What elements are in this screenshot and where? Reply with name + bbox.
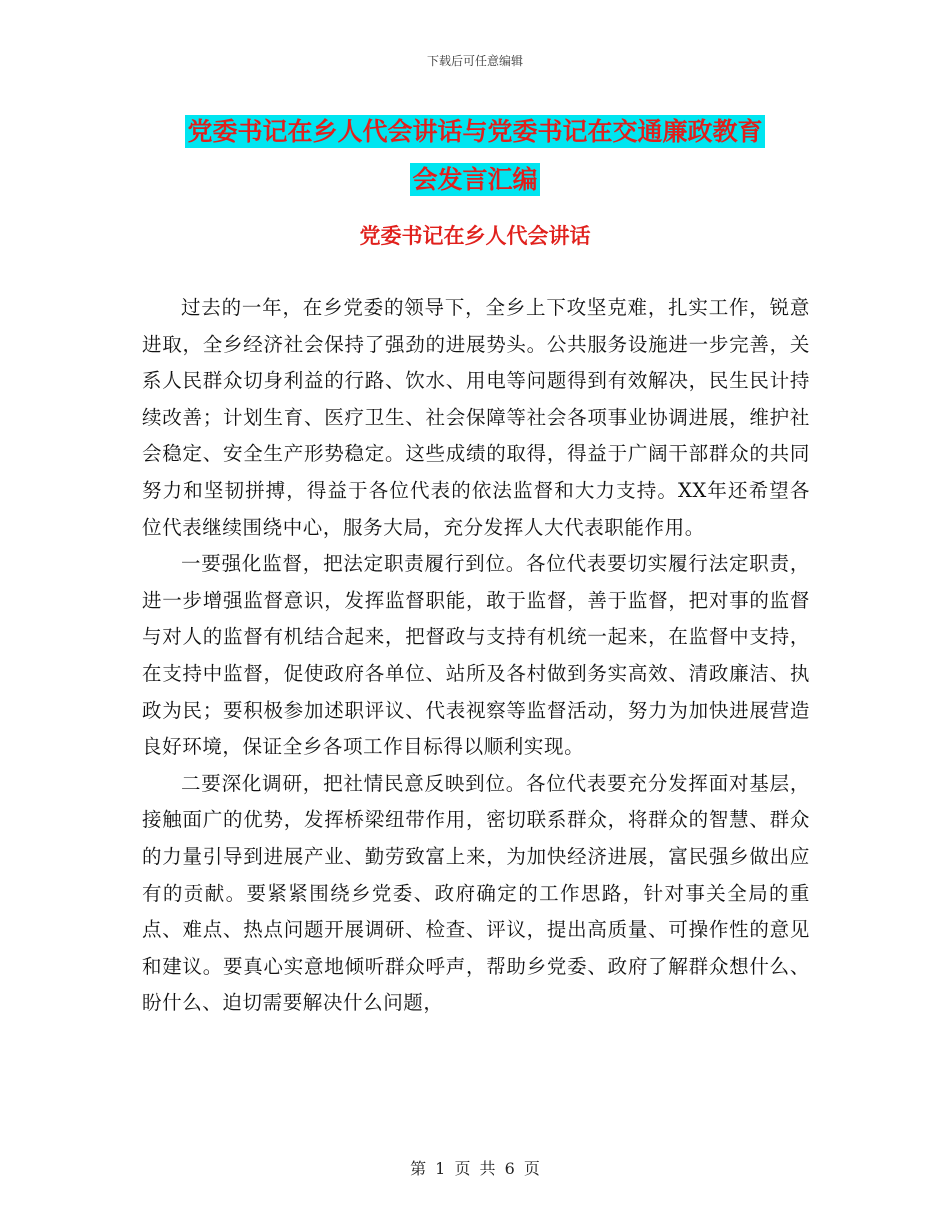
document-title-line-1: 党委书记在乡人代会讲话与党委书记在交通廉政教育 [187,117,763,146]
paragraph-1: 过去的一年，在乡党委的领导下，全乡上下攻坚克难，扎实工作，锐意进取，全乡经济社会保持了强劲的进展势头。公共服务设施进一步完善，关系人民群众切身利益的行路、饮水、用电等问题得到有效解决，民生民计持续改善；计划生育、医疗卫生、社会保障等社会各项事业协调进展，维护社会稳定、安全生产形势稳定。这些成绩的取得，得益于广阔干部群众的共同努力和坚韧拼搏，得益于各位代表的依法监督和大力支持。XX年还希望各位代表继续围绕中心，服务大局，充分发挥人大代表职能作用。 [142,296,810,539]
body-text [142,290,810,1022]
document-title-line-2: 会发言汇编 [412,165,538,194]
page-footer: 第 1 页 共 6 页 [410,1159,540,1178]
section-title: 党委书记在乡人代会讲话 [359,224,591,248]
paragraph-3: 二要深化调研，把社情民意反映到位。各位代表要充分发挥面对基层，接触面广的优势，发挥桥梁纽带作用，密切联系群众，将群众的智慧、群众的力量引导到进展产业、勤劳致富上来，为加快经济进展，富民强乡做出应有的贡献。要紧紧围绕乡党委、政府确定的工作思路，针对事关全局的重点、难点、热点问题开展调研、检查、评议，提出高质量、可操作性的意见和建议。要真心实意地倾听群众呼声，帮助乡党委、政府了解群众想什么、盼什么、迫切需要解决什么问题， [142,771,810,1015]
document-title [140,108,810,204]
paragraph-2: 一要强化监督，把法定职责履行到位。各位代表要切实履行法定职责，进一步增强监督意识，发挥监督职能，敢于监督，善于监督，把对事的监督与对人的监督有机结合起来，把督政与支持有机统一起来，在监督中支持，在支持中监督，促使政府各单位、站所及各村做到务实高效、清政廉洁、执政为民；要积极参加述职评议、代表视察等监督活动，努力为加快进展营造良好环境，保证全乡各项工作目标得以顺利实现。 [142,552,810,759]
header-note: 下载后可任意编辑 [426,54,523,68]
